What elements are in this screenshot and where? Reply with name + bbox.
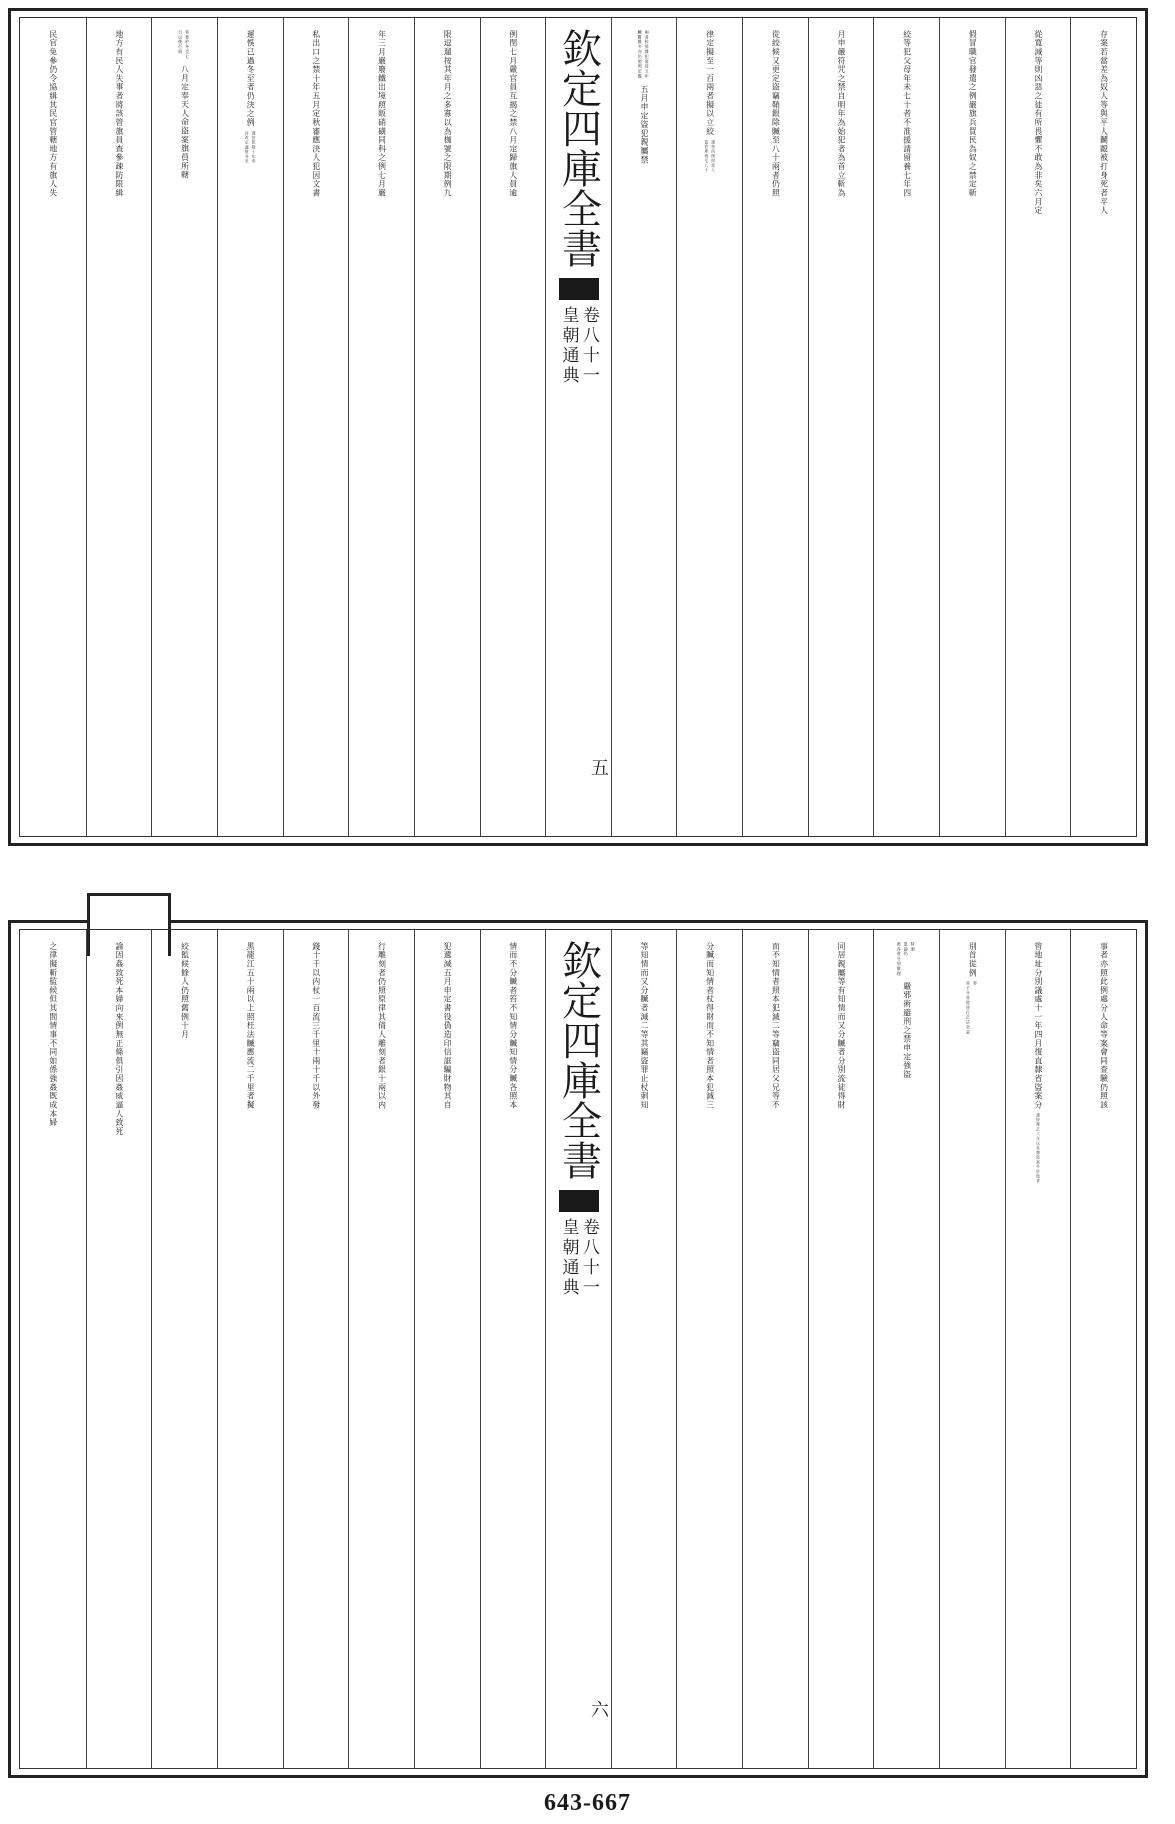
- main-text: 諭因姦致死本婦向來例無正條俱引因姦威逼人致死: [114, 942, 124, 1136]
- interlinear-note: [704, 136, 716, 173]
- centre-fold-column: [545, 18, 611, 836]
- text-column: [217, 18, 283, 836]
- main-text: 行雕刻者仍照原律其倩人雕刻者銀十兩以内: [377, 942, 387, 1110]
- main-text: 年三月嚴廢鐵出境照販硝磺同科之例七月嚴: [377, 30, 387, 198]
- folio-number: 五: [587, 758, 609, 776]
- main-text: 同居親屬等有知情而又分贓者分別流徒得財: [837, 942, 846, 1110]
- main-text: 假冒職官發遣之例嚴旗兵買民為奴之禁定斬: [968, 30, 978, 198]
- main-text: 例閏七月嚴官員互揭之禁八月定歸旗人員逾: [508, 30, 518, 198]
- main-text: 犯遞減五月申定書役偽造印信誆騙財物其自: [443, 942, 453, 1110]
- text-column: [939, 930, 1005, 1768]
- main-text: 等知情而又分贓者減二等其竊盜罪止杖刺知: [640, 942, 650, 1110]
- note-line: 旨改定適值冬至: [245, 130, 250, 164]
- note-line: 謹按向例照常人: [711, 139, 716, 173]
- text-column: [348, 930, 414, 1768]
- text-column: [808, 930, 874, 1768]
- text-column: [676, 930, 742, 1768]
- note-line: 照各省分別辦理: [897, 942, 903, 977]
- note-line: 兩者絞係雜犯准徒五年: [645, 30, 651, 79]
- main-text: 私出口之禁十年五月定秋審應決人犯因文書: [311, 30, 321, 198]
- text-column: [873, 930, 939, 1768]
- note-line: 者著於冬至七: [185, 30, 191, 60]
- main-text: 之律擬斬監候但其間情事不同如係強姦既成本婦: [48, 942, 58, 1128]
- main-text: 別首從例: [968, 942, 978, 978]
- text-column: [151, 930, 217, 1768]
- text-column: [480, 930, 546, 1768]
- collection-title: 欽定四庫全書: [555, 28, 602, 268]
- main-text: 絞等犯父母年未七十者不准援請留養七年四: [902, 30, 912, 198]
- text-column: [20, 930, 86, 1768]
- main-text: 地方有民人失事者將該管旗員查參疎防限緝: [114, 30, 124, 198]
- footer-page-number: 643-667: [544, 1790, 631, 1816]
- text-column: [348, 18, 414, 836]
- interlinear-note: [179, 18, 191, 59]
- text-column: [283, 18, 349, 836]
- text-column: [414, 930, 480, 1768]
- fish-tail-mark: [559, 1190, 599, 1212]
- note-line: 盜倉庫例至八十: [704, 139, 709, 173]
- main-text: 絞監候餘人仍照舊例十月: [180, 942, 190, 1039]
- text-column: [86, 930, 152, 1768]
- note-line: 恩諭仍: [904, 942, 910, 957]
- main-text: 嚴邪術避刑之禁申定強盜: [902, 982, 912, 1080]
- folio-number: 六: [587, 1700, 609, 1718]
- main-text: 存案若當差為奴人等與平人鬬毆被打身死者平人: [1099, 30, 1109, 216]
- main-text: 民官免參仍令協緝其民官管轄地方有旗人失: [48, 30, 58, 198]
- page-lower-frame: [19, 929, 1137, 1769]
- main-text: 律定擬至一百兩者擬以立絞: [705, 30, 715, 136]
- interlinear-note: [244, 127, 256, 164]
- fish-tail-mark: [559, 278, 599, 300]
- note-line: 旨不分首從皆行正法至是: [966, 981, 972, 1036]
- text-column: [1005, 18, 1071, 836]
- page-upper: [8, 8, 1148, 846]
- text-column: [1070, 18, 1136, 836]
- interlinear-note: [1036, 1109, 1041, 1184]
- note-line: 謹按雍正八年以直隸盜案多於他省: [1036, 1113, 1041, 1185]
- interlinear-note: [966, 977, 978, 1035]
- text-column: [742, 930, 808, 1768]
- text-column: [676, 18, 742, 836]
- text-column: [1070, 930, 1136, 1768]
- volume-label: 卷八十一: [578, 1218, 599, 1298]
- text-column: [283, 930, 349, 1768]
- text-column: [873, 18, 939, 836]
- text-column: [480, 18, 546, 836]
- volume-label: 卷八十一: [578, 306, 599, 386]
- text-column: [414, 18, 480, 836]
- main-text: 月申嚴符咒之禁自明年為始犯者為首立斬為: [837, 30, 846, 198]
- note-line: 謹按乾隆十年奉: [252, 130, 257, 164]
- text-column: [1005, 930, 1071, 1768]
- text-column: [20, 18, 86, 836]
- text-column: [939, 18, 1005, 836]
- main-text: 從絞候又更定盜竊鞘銀除贓至八十兩者仍照: [771, 30, 781, 198]
- note-line: 日以後行刑: [178, 30, 184, 55]
- main-text: 五月申定盜犯親屬禁: [640, 85, 650, 165]
- main-text: 錢十千以内杖一百流三千里十兩十千以外發: [311, 942, 321, 1110]
- text-column: [217, 930, 283, 1768]
- main-text: 遲悞已過冬至者仍決之例: [246, 30, 256, 127]
- page-upper-frame: [19, 17, 1137, 837]
- main-text: 限逗遛按其年月之多寡以為枷號之限期例九: [443, 30, 453, 198]
- note-line: 奉: [973, 981, 979, 987]
- text-column: [611, 930, 677, 1768]
- text-column: [808, 18, 874, 836]
- note-line: 贓數雖多亦仍照例定擬: [638, 30, 644, 79]
- main-text: 而不知情者照本犯減二等竊盜同居父兄等不: [771, 942, 781, 1110]
- text-column: [611, 18, 677, 836]
- collection-title: 欽定四庫全書: [555, 940, 602, 1180]
- page-lower: [8, 920, 1148, 1778]
- main-text: 從寛減等則凶惡之徒有所畏懼不敢為非矣六月定: [1033, 30, 1043, 216]
- book-title: 皇朝通典: [558, 306, 579, 386]
- centre-fold-column: [545, 930, 611, 1768]
- text-column: [86, 18, 152, 836]
- interlinear-note: [638, 18, 650, 79]
- text-column: [742, 18, 808, 836]
- main-text: 分贓而知情者杖得財而不知情者照本犯減三: [705, 942, 715, 1110]
- text-column: [151, 18, 217, 836]
- main-text: 情而不分贓者笞不知情分贓知情分贓各照本: [508, 942, 518, 1110]
- note-line: 特頒: [911, 942, 917, 952]
- interlinear-note: [897, 930, 916, 976]
- main-text: 管地址分別議處十一年四月復直隸省盜案分: [1033, 942, 1043, 1110]
- book-title: 皇朝通典: [558, 1218, 579, 1298]
- main-text: 事者亦照此例處分人命等案會同查驗仍照該: [1099, 942, 1109, 1110]
- main-text: 黑龍江五十兩以上照枉法贓應流二千里者擬: [246, 942, 256, 1110]
- main-text: 八月定奉天人命盜案旗員所轄: [180, 65, 190, 180]
